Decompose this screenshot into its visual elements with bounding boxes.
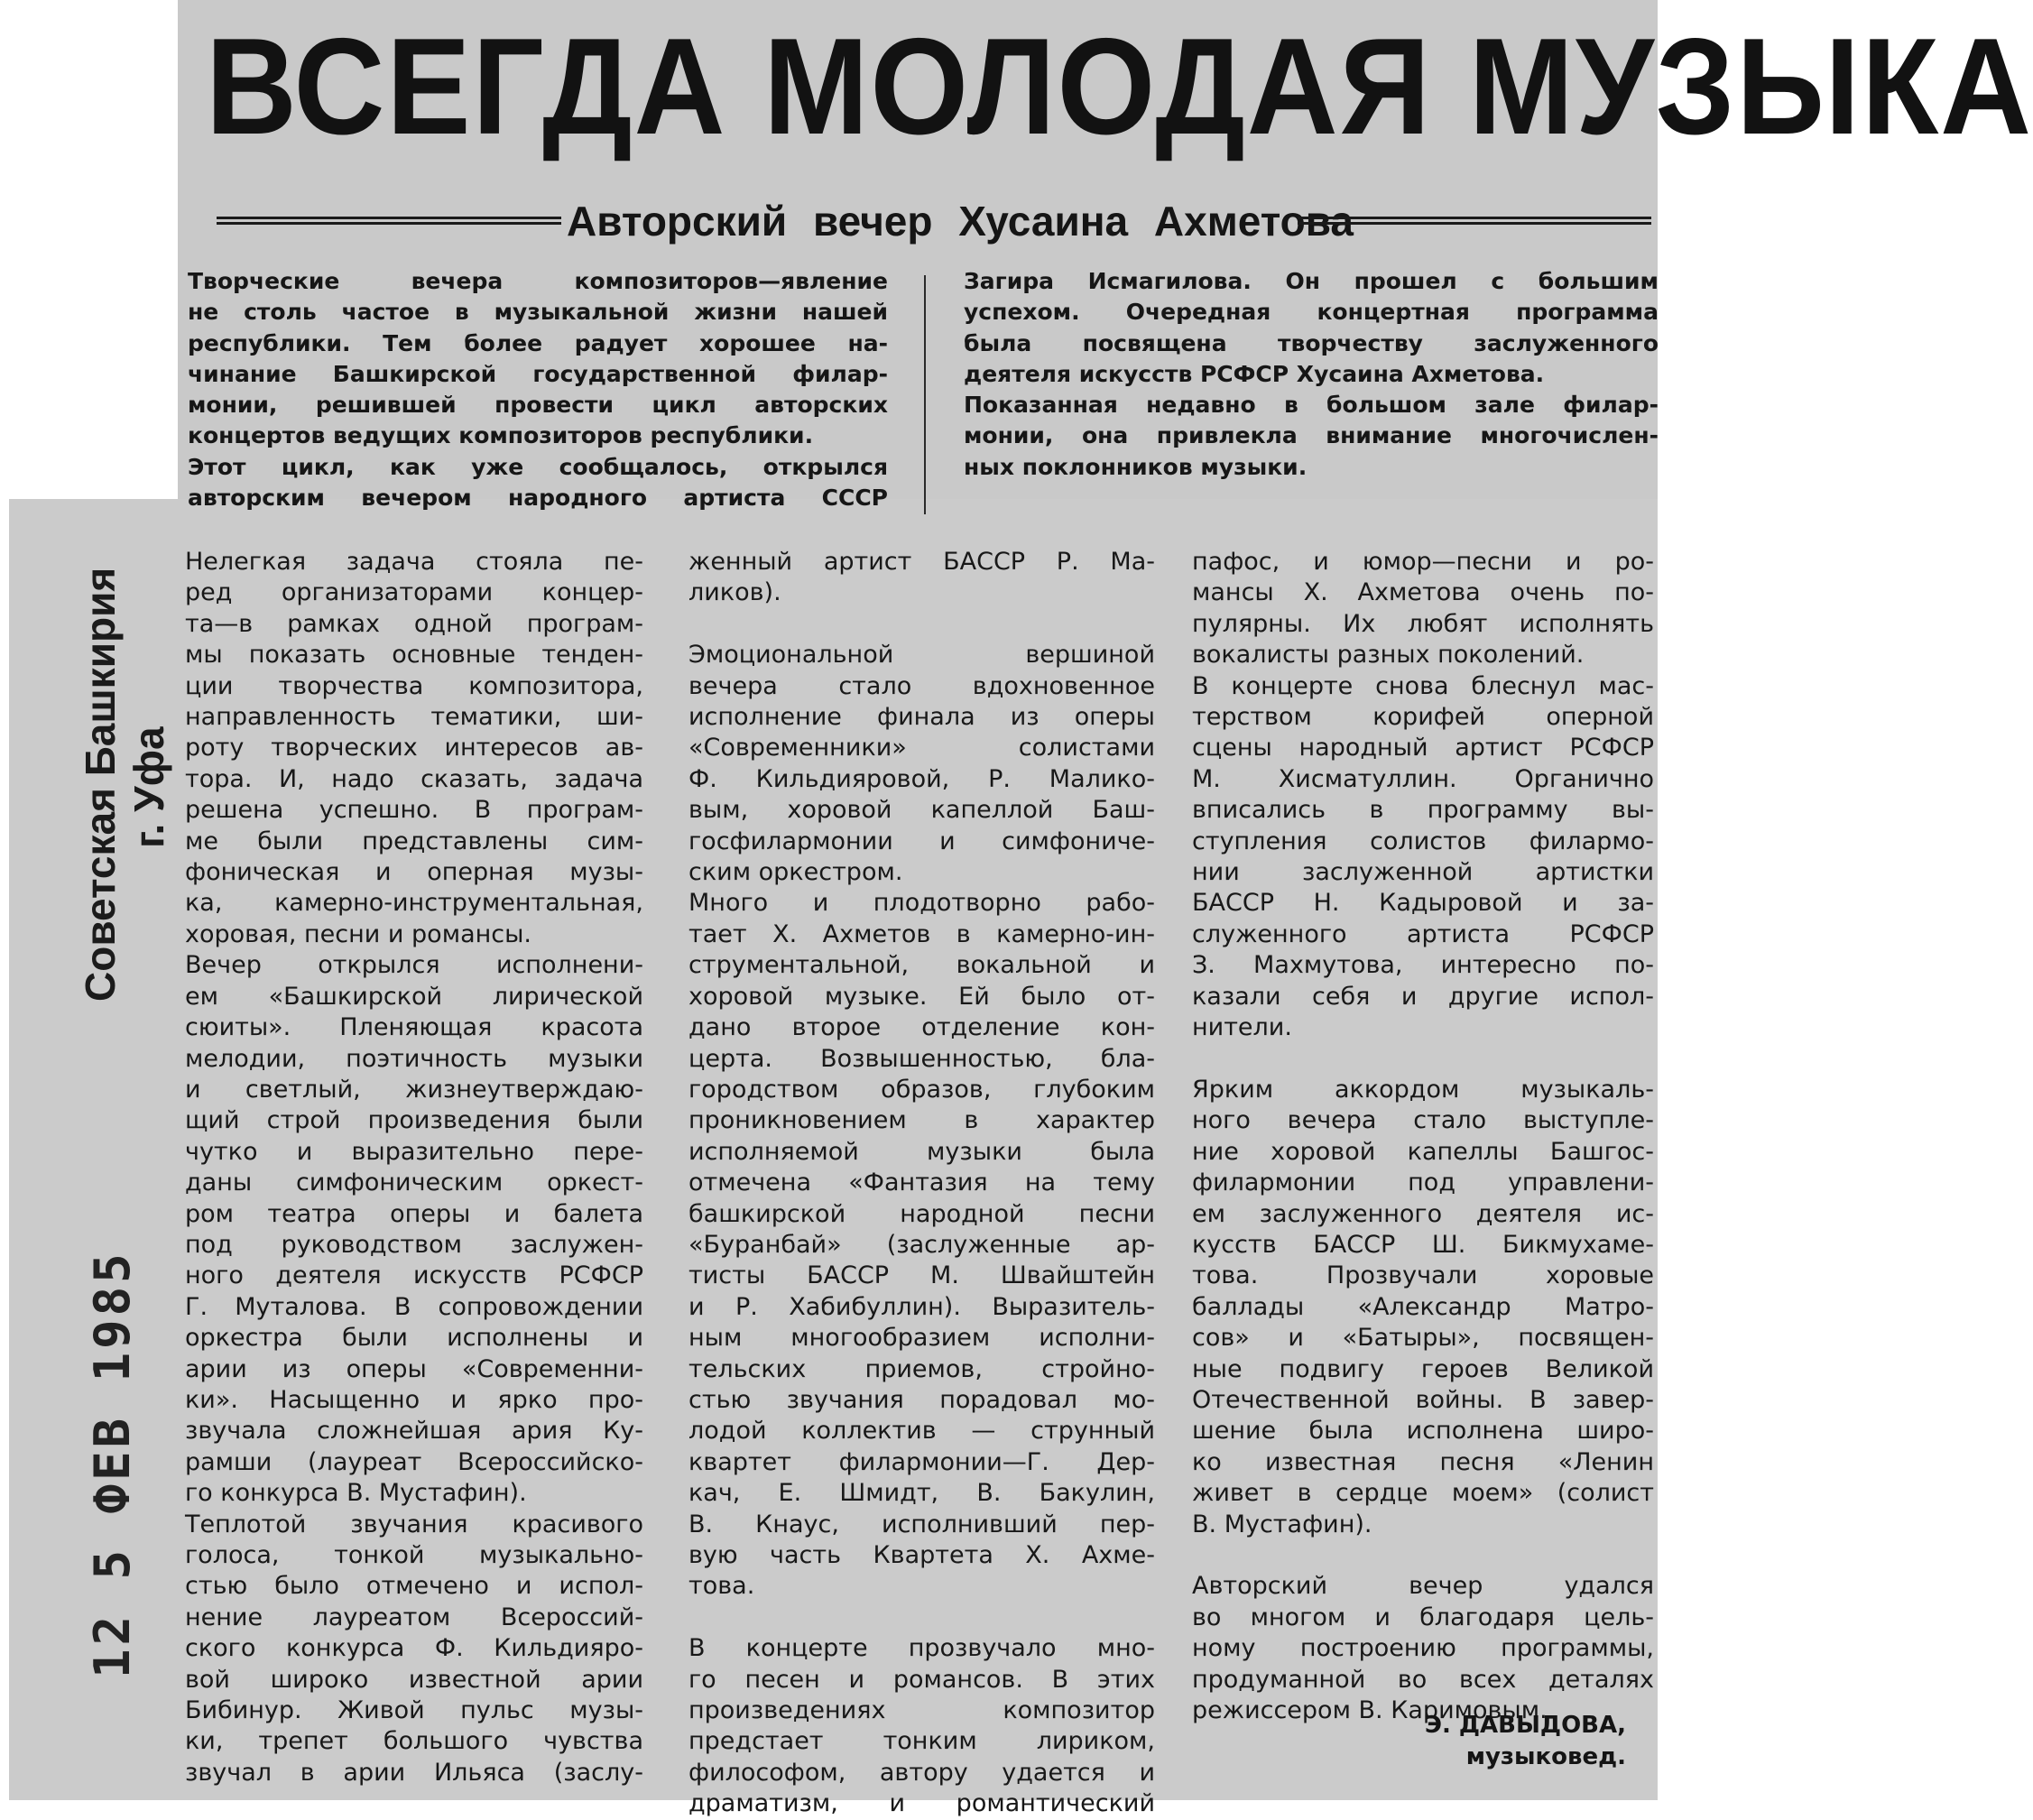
text-line: исполняемой музыки была (688, 1137, 1155, 1166)
subtitle-row (217, 191, 1651, 254)
text-line: ных поклонников музыки. (964, 453, 1308, 480)
text-line: во многом и благодаря цель- (1192, 1603, 1654, 1631)
lead-paragraph-left (188, 266, 888, 513)
text-line (688, 1603, 1155, 1633)
text-line: кач, Е. Шмидт, В. Бакулин, (688, 1479, 1155, 1508)
lead-paragraph-right (964, 266, 1659, 483)
text-line: ступления солистов филармо- (1192, 827, 1654, 855)
text-line: стью было отмечено и испол- (185, 1572, 643, 1601)
text-line: ки, трепет большого чувства (185, 1727, 643, 1756)
text-line: и Р. Хабибуллин). Выразитель- (688, 1292, 1155, 1321)
author-signature (1192, 1710, 1626, 1773)
text-line: монии, она привлекла внимание многочислен- (964, 422, 1659, 449)
subtitle-rule-left (217, 217, 561, 225)
text-line: успехом. Очередная концертная программа (964, 299, 1659, 326)
text-line: Показанная недавно в большом зале филар- (964, 392, 1659, 419)
text-line: ем заслуженного деятеля ис- (1192, 1199, 1654, 1228)
text-line: ме были представлены сим- (185, 827, 643, 855)
text-line: щий строй произведения были (185, 1106, 643, 1135)
text-line: Загира Исмагилова. Он прошел с большим (964, 268, 1659, 294)
text-line: дано второе отделение кон- (688, 1013, 1155, 1042)
text-line: Теплотой звучания красивого (185, 1510, 643, 1538)
text-line: вписались в программу вы- (1192, 796, 1654, 825)
author-name: Э. ДАВЫДОВА, (1424, 1712, 1626, 1739)
text-line (688, 609, 1155, 640)
text-line: вую часть Квартета Х. Ахме- (688, 1541, 1155, 1569)
text-line: Этот цикл, как уже сообщалось, открылся (188, 453, 888, 480)
text-line: сюиты». Пленяющая красота (185, 1013, 643, 1042)
text-line: была посвящена творчеству заслуженного (964, 329, 1659, 356)
text-line: това. (688, 1572, 755, 1601)
text-line: го песен и романсов. В этих (688, 1665, 1155, 1694)
text-line: В концерте снова блеснул мас- (1192, 671, 1654, 700)
text-line: мы показать основные тенден- (185, 641, 643, 670)
text-line: предстает тонким лириком, (688, 1727, 1155, 1756)
text-line: философом, автору удается и (688, 1758, 1155, 1787)
body-column-3 (1192, 547, 1654, 1726)
text-line: филармонии под управлени- (1192, 1169, 1654, 1197)
text-line: произведениях композитор (688, 1696, 1155, 1725)
text-line: служенного артиста РСФСР (1192, 919, 1654, 948)
text-line: под руководством заслужен- (185, 1230, 643, 1259)
text-line: вой широко известной арии (185, 1665, 643, 1694)
text-line: церта. Возвышенностью, бла- (688, 1044, 1155, 1073)
text-line: исполнение финала из оперы (688, 703, 1155, 732)
text-line: ного деятеля искусств РСФСР (185, 1261, 643, 1290)
text-line: Эмоциональной вершиной (688, 641, 1155, 670)
text-line: арии из оперы «Современни- (185, 1354, 643, 1383)
text-line: Ф. Кильдияровой, Р. Малико- (688, 764, 1155, 793)
text-line: В. Кнаус, исполнивший пер- (688, 1510, 1155, 1538)
text-line: проникновением в характер (688, 1106, 1155, 1135)
text-line: фоническая и оперная музы- (185, 858, 643, 887)
stamp-newspaper-text: Советская Башкирия (77, 567, 124, 1002)
text-line: деятеля искусств РСФСР Хусаина Ахметова. (964, 360, 1545, 387)
text-line: роту творческих интересов ав- (185, 734, 643, 762)
text-line: З. Махмутова, интересно по- (1192, 951, 1654, 980)
text-line: башкирской народной песни (688, 1199, 1155, 1228)
author-role: музыковед. (1465, 1743, 1626, 1770)
text-line: ние хоровой капеллы Башгос- (1192, 1137, 1654, 1166)
text-line: пулярны. Их любят исполнять (1192, 609, 1654, 638)
text-line: ки». Насыщенно и ярко про- (185, 1385, 643, 1414)
text-line: пафос, и юмор—песни и ро- (1192, 548, 1654, 576)
text-line: БАССР Н. Кадыровой и за- (1192, 889, 1654, 918)
text-line: Бибинур. Живой пульс музы- (185, 1696, 643, 1725)
text-line: нители. (1192, 1013, 1292, 1042)
text-line: ским оркестром. (688, 858, 903, 887)
text-line: отмечена «Фантазия на тему (688, 1169, 1155, 1197)
text-line: та—в рамках одной програм- (185, 609, 643, 638)
text-line: и светлый, жизнеутверждаю- (185, 1075, 643, 1104)
text-line: чутко и выразительно пере- (185, 1137, 643, 1166)
stamp-date-text: 12 5 ФЕВ 1985 (84, 1250, 141, 1678)
text-line: В. Мустафин). (1192, 1510, 1372, 1538)
text-line: Нелегкая задача стояла пе- (185, 548, 643, 576)
lead-column-divider (924, 275, 926, 514)
body-column-2 (688, 547, 1155, 1820)
text-line: тельских приемов, стройно- (688, 1354, 1155, 1383)
text-line: городством образов, глубоким (688, 1075, 1155, 1104)
text-line: живет в сердце моем» (солист (1192, 1479, 1654, 1508)
text-line: това. Прозвучали хоровые (1192, 1261, 1654, 1290)
text-line: казали себя и другие испол- (1192, 982, 1654, 1011)
text-line: Много и плодотворно рабо- (688, 889, 1155, 918)
text-line: сцены народный артист РСФСР (1192, 734, 1654, 762)
article-subtitle: Авторский вечер Хусаина Ахметова (567, 198, 1354, 245)
text-line: нение лауреатом Всероссий- (185, 1603, 643, 1631)
text-line: вечера стало вдохновенное (688, 671, 1155, 700)
text-line: решена успешно. В програм- (185, 796, 643, 825)
subtitle-rule-right (1298, 217, 1651, 225)
text-line: даны симфоническим оркест- (185, 1169, 643, 1197)
text-line: Вечер открылся исполнени- (185, 951, 643, 980)
text-line: вым, хоровой капеллой Баш- (688, 796, 1155, 825)
body-column-1 (185, 547, 643, 1788)
text-line: ред организаторами концер- (185, 578, 643, 607)
text-line: стью звучания порадовал мо- (688, 1385, 1155, 1414)
text-line: драматизм, и романтический (688, 1789, 1155, 1818)
text-line: ные подвигу героев Великой (1192, 1354, 1654, 1383)
stamp-city-text: г. Уфа (125, 726, 172, 848)
text-line: ко известная песня «Ленин (1192, 1447, 1654, 1476)
text-line: оркестра были исполнены и (185, 1324, 643, 1353)
text-line (1192, 1540, 1654, 1571)
text-line: ка, камерно-инструментальная, (185, 889, 643, 918)
text-line: М. Хисматуллин. Органично (1192, 764, 1654, 793)
text-line: женный артист БАССР Р. Ма- (688, 548, 1155, 576)
text-line: ного вечера стало выступле- (1192, 1106, 1654, 1135)
text-line (1192, 1044, 1654, 1075)
text-line: тисты БАССР М. Швайштейн (688, 1261, 1155, 1290)
text-line: кусств БАССР Ш. Бикмухаме- (1192, 1230, 1654, 1259)
text-line: струментальной, вокальной и (688, 951, 1155, 980)
text-line: Отечественной войны. В завер- (1192, 1385, 1654, 1414)
text-line: ликов). (688, 578, 781, 607)
text-line: квартет филармонии—Г. Дер- (688, 1447, 1155, 1476)
text-line: Авторский вечер удался (1192, 1572, 1654, 1601)
text-line: рамши (лауреат Всероссийско- (185, 1447, 643, 1476)
text-line: звучал в арии Ильяса (заслу- (185, 1758, 643, 1787)
text-line: ром театра оперы и балета (185, 1199, 643, 1228)
text-line: хоровой музыке. Ей было от- (688, 982, 1155, 1011)
text-line: чинание Башкирской государственной филар- (188, 360, 888, 387)
text-line: шение была исполнена широ- (1192, 1417, 1654, 1446)
text-line: Творческие вечера композиторов—явление (188, 268, 888, 294)
text-line: лодой коллектив — струнный (688, 1417, 1155, 1446)
text-line: ции творчества композитора, (185, 671, 643, 700)
text-line: режиссером В. Каримовым. (1192, 1696, 1548, 1725)
text-line: направленность тематики, ши- (185, 703, 643, 732)
text-line: баллады «Александр Матро- (1192, 1292, 1654, 1321)
newspaper-stamp (36, 510, 180, 1678)
text-line: го конкурса В. Мустафин). (185, 1479, 527, 1508)
text-line: ному построению программы, (1192, 1634, 1654, 1663)
text-line: сов» и «Батыры», посвящен- (1192, 1324, 1654, 1353)
text-line: «Современники» солистами (688, 734, 1155, 762)
text-line: В концерте прозвучало мно- (688, 1634, 1155, 1663)
text-line: мелодии, поэтичность музыки (185, 1044, 643, 1073)
text-line: вокалисты разных поколений. (1192, 641, 1585, 670)
text-line: авторским вечером народного артиста СССР (188, 485, 888, 512)
article-headline: ВСЕГДА МОЛОДАЯ МУЗЫКА (206, 10, 2033, 163)
text-line: Г. Муталова. В сопровождении (185, 1292, 643, 1321)
text-line: ем «Башкирской лирической (185, 982, 643, 1011)
text-line: хоровая, песни и романсы. (185, 919, 532, 948)
text-line: республики. Тем более радует хорошее на- (188, 329, 888, 356)
text-line: «Буранбай» (заслуженные ар- (688, 1230, 1155, 1259)
text-line: звучала сложнейшая ария Ку- (185, 1417, 643, 1446)
text-line: Ярким аккордом музыкаль- (1192, 1075, 1654, 1104)
text-line: тает Х. Ахметов в камерно-ин- (688, 919, 1155, 948)
text-line: ным многообразием исполни- (688, 1324, 1155, 1353)
text-line: ского конкурса Ф. Кильдияро- (185, 1634, 643, 1663)
text-line: госфилармонии и симфониче- (688, 827, 1155, 855)
text-line: концертов ведущих композиторов республики. (188, 422, 814, 449)
text-line: мансы Х. Ахметова очень по- (1192, 578, 1654, 607)
text-line: тора. И, надо сказать, задача (185, 764, 643, 793)
text-line: голоса, тонкой музыкально- (185, 1541, 643, 1569)
text-line: монии, решившей провести цикл авторских (188, 392, 888, 419)
text-line: нии заслуженной артистки (1192, 858, 1654, 887)
text-line: продуманной во всех деталях (1192, 1665, 1654, 1694)
text-line: не столь частое в музыкальной жизни нашей (188, 299, 888, 326)
text-line: терством корифей оперной (1192, 703, 1654, 732)
